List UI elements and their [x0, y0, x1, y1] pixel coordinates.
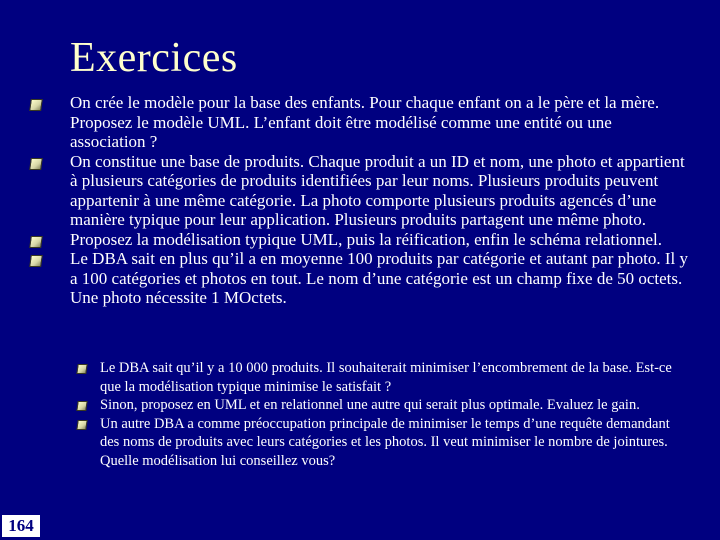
bullet-text: Proposez la modélisation typique UML, puis la réification, enfin le schéma relationnel. — [70, 229, 663, 249]
sub-bullet-item — [77, 396, 687, 415]
sub-bullet-item — [77, 415, 687, 471]
sub-bullet-marker-icon — [76, 364, 87, 374]
bullet-text: On constitue une base de produits. Chaque produit a un ID et nom, une photo et appartient à plusieurs catégories de produits identifiées par leur noms. Plusieurs produits peuvent appartenir à une même catégorie. La photo comporte plusieurs produits agencés d’une manière typique pour leur application. Plusieurs produits partagent une même photo. — [70, 151, 685, 229]
sub-bullet-text: Un autre DBA a comme préoccupation principale de minimiser le temps d’une requête demandant des noms de produits avec leurs catégories et les photos. Il veut minimiser le nombre de jointures. Quelle modélisation lui conseillez vous? — [100, 415, 670, 469]
slide-title: Exercices — [70, 35, 238, 81]
sub-bullet-item — [77, 359, 687, 396]
sub-bullet-marker-icon — [76, 401, 87, 411]
bullet-item — [30, 93, 690, 152]
bullet-marker-icon — [29, 158, 43, 170]
sub-bullet-marker-icon — [76, 420, 87, 430]
bullet-item — [30, 152, 690, 230]
bullet-marker-icon — [29, 255, 43, 267]
sub-bullet-text: Sinon, proposez en UML et en relationnel une autre qui serait plus optimale. Evaluez le gain. — [100, 397, 640, 413]
bullet-item — [30, 249, 690, 308]
bullet-marker-icon — [29, 99, 43, 111]
bullet-marker-icon — [29, 236, 43, 248]
bullet-list — [30, 93, 690, 308]
bullet-text: Le DBA sait en plus qu’il a en moyenne 100 produits par catégorie et autant par photo. Il y a 100 catégories et photos en tout. Le nom d’une catégorie est un champ fixe de 50 octets. Une photo nécessite 1 MOctets. — [70, 249, 688, 307]
page-number: 164 — [2, 515, 40, 537]
sub-bullet-list — [77, 359, 687, 470]
bullet-text: On crée le modèle pour la base des enfants. Pour chaque enfant on a le père et la mère. Proposez le modèle UML. L’enfant doit être modélisé comme une entité ou une association ? — [70, 93, 660, 151]
bullet-item — [30, 230, 690, 250]
sub-bullet-text: Le DBA sait qu’il y a 10 000 produits. Il souhaiterait minimiser l’encombrement de la base. Est-ce que la modélisation typique minimise le satisfait ? — [100, 360, 672, 395]
